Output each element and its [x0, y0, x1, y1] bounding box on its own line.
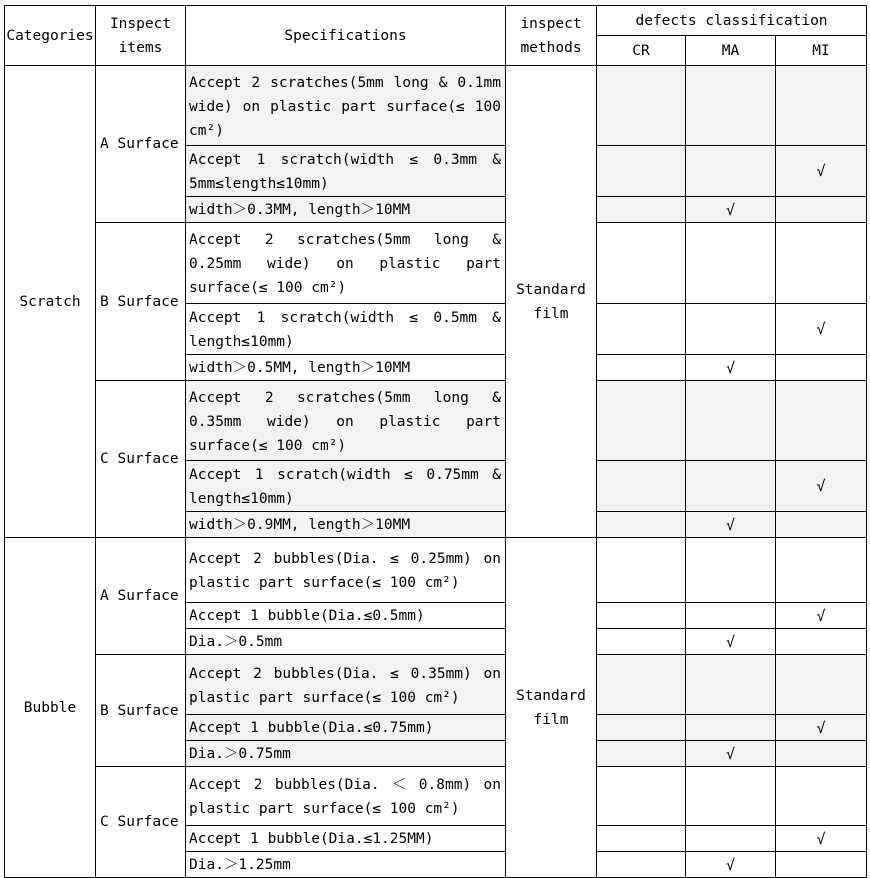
- ma-check-mark: √: [686, 629, 776, 655]
- inspect-item-cell: C Surface: [96, 381, 186, 538]
- mi-cell: [776, 655, 867, 715]
- cr-cell: [597, 852, 686, 878]
- ma-cell: [686, 826, 776, 852]
- ma-check-mark: √: [686, 355, 776, 381]
- spec-cell: Accept 2 bubbles(Dia. ≤ 0.25mm) on plastic part surface(≤ 100 cm²): [186, 538, 506, 603]
- header-inspect-methods: inspect methods: [506, 6, 597, 66]
- spec-cell: Accept 2 bubbles(Dia. ≤ 0.35mm) on plastic part surface(≤ 100 cm²): [186, 655, 506, 715]
- cr-cell: [597, 355, 686, 381]
- inspect-item-cell: C Surface: [96, 767, 186, 878]
- mi-check-mark: √: [776, 603, 867, 629]
- mi-cell: [776, 538, 867, 603]
- ma-cell: [686, 381, 776, 461]
- mi-cell: [776, 66, 867, 146]
- cr-cell: [597, 461, 686, 512]
- header-specifications: Specifications: [186, 6, 506, 66]
- ma-cell: [686, 715, 776, 741]
- spec-cell: Accept 1 bubble(Dia.≤0.75mm): [186, 715, 506, 741]
- spec-cell: Dia.＞0.5mm: [186, 629, 506, 655]
- cr-cell: [597, 512, 686, 538]
- mi-cell: [776, 741, 867, 767]
- ma-check-mark: √: [686, 741, 776, 767]
- cr-cell: [597, 381, 686, 461]
- header-defects-classification: defects classification: [597, 6, 867, 36]
- spec-cell: Accept 2 scratches(5mm long & 0.35mm wide) on plastic part surface(≤ 100 cm²): [186, 381, 506, 461]
- mi-cell: [776, 629, 867, 655]
- spec-cell: width＞0.9MM, length＞10MM: [186, 512, 506, 538]
- ma-cell: [686, 223, 776, 304]
- inspect-item-cell: B Surface: [96, 223, 186, 381]
- spec-cell: Accept 1 scratch(width ≤ 0.5mm & length≤10mm): [186, 304, 506, 355]
- cr-cell: [597, 715, 686, 741]
- spec-cell: Accept 2 scratches(5mm long & 0.1mm wide) on plastic part surface(≤ 100 cm²): [186, 66, 506, 146]
- inspect-method-cell: Standard film: [506, 66, 597, 538]
- category-cell: Bubble: [5, 538, 96, 878]
- ma-cell: [686, 304, 776, 355]
- mi-check-mark: √: [776, 146, 867, 197]
- mi-check-mark: √: [776, 461, 867, 512]
- header-mi: MI: [776, 36, 867, 66]
- ma-check-mark: √: [686, 197, 776, 223]
- header-ma: MA: [686, 36, 776, 66]
- mi-cell: [776, 381, 867, 461]
- category-cell: Scratch: [5, 66, 96, 538]
- inspect-item-cell: B Surface: [96, 655, 186, 767]
- cr-cell: [597, 66, 686, 146]
- ma-cell: [686, 767, 776, 826]
- spec-cell: width＞0.3MM, length＞10MM: [186, 197, 506, 223]
- inspection-criteria-table: [4, 5, 867, 878]
- cr-cell: [597, 826, 686, 852]
- cr-cell: [597, 603, 686, 629]
- cr-cell: [597, 146, 686, 197]
- inspect-item-cell: A Surface: [96, 538, 186, 655]
- ma-check-mark: √: [686, 512, 776, 538]
- ma-cell: [686, 603, 776, 629]
- header-categories: Categories: [5, 6, 96, 66]
- ma-cell: [686, 538, 776, 603]
- spec-cell: Accept 2 scratches(5mm long & 0.25mm wide) on plastic part surface(≤ 100 cm²): [186, 223, 506, 304]
- header-cr: CR: [597, 36, 686, 66]
- mi-cell: [776, 852, 867, 878]
- mi-cell: [776, 767, 867, 826]
- ma-cell: [686, 461, 776, 512]
- header-inspect-items: Inspect items: [96, 6, 186, 66]
- cr-cell: [597, 197, 686, 223]
- mi-cell: [776, 223, 867, 304]
- cr-cell: [597, 655, 686, 715]
- mi-cell: [776, 512, 867, 538]
- inspect-item-cell: A Surface: [96, 66, 186, 223]
- mi-check-mark: √: [776, 715, 867, 741]
- mi-check-mark: √: [776, 826, 867, 852]
- cr-cell: [597, 767, 686, 826]
- spec-cell: Accept 2 bubbles(Dia. ＜ 0.8mm) on plastic part surface(≤ 100 cm²): [186, 767, 506, 826]
- spec-cell: Dia.＞1.25mm: [186, 852, 506, 878]
- cr-cell: [597, 223, 686, 304]
- spec-cell: width＞0.5MM, length＞10MM: [186, 355, 506, 381]
- cr-cell: [597, 741, 686, 767]
- cr-cell: [597, 629, 686, 655]
- spec-cell: Dia.＞0.75mm: [186, 741, 506, 767]
- inspect-method-cell: Standard film: [506, 538, 597, 878]
- cr-cell: [597, 304, 686, 355]
- ma-cell: [686, 146, 776, 197]
- cr-cell: [597, 538, 686, 603]
- spec-cell: Accept 1 scratch(width ≤ 0.75mm & length≤10mm): [186, 461, 506, 512]
- mi-cell: [776, 355, 867, 381]
- spec-cell: Accept 1 bubble(Dia.≤1.25MM): [186, 826, 506, 852]
- ma-cell: [686, 655, 776, 715]
- spec-cell: Accept 1 scratch(width ≤ 0.3mm & 5mm≤length≤10mm): [186, 146, 506, 197]
- mi-cell: [776, 197, 867, 223]
- table-body: [5, 66, 867, 878]
- ma-check-mark: √: [686, 852, 776, 878]
- mi-check-mark: √: [776, 304, 867, 355]
- spec-cell: Accept 1 bubble(Dia.≤0.5mm): [186, 603, 506, 629]
- ma-cell: [686, 66, 776, 146]
